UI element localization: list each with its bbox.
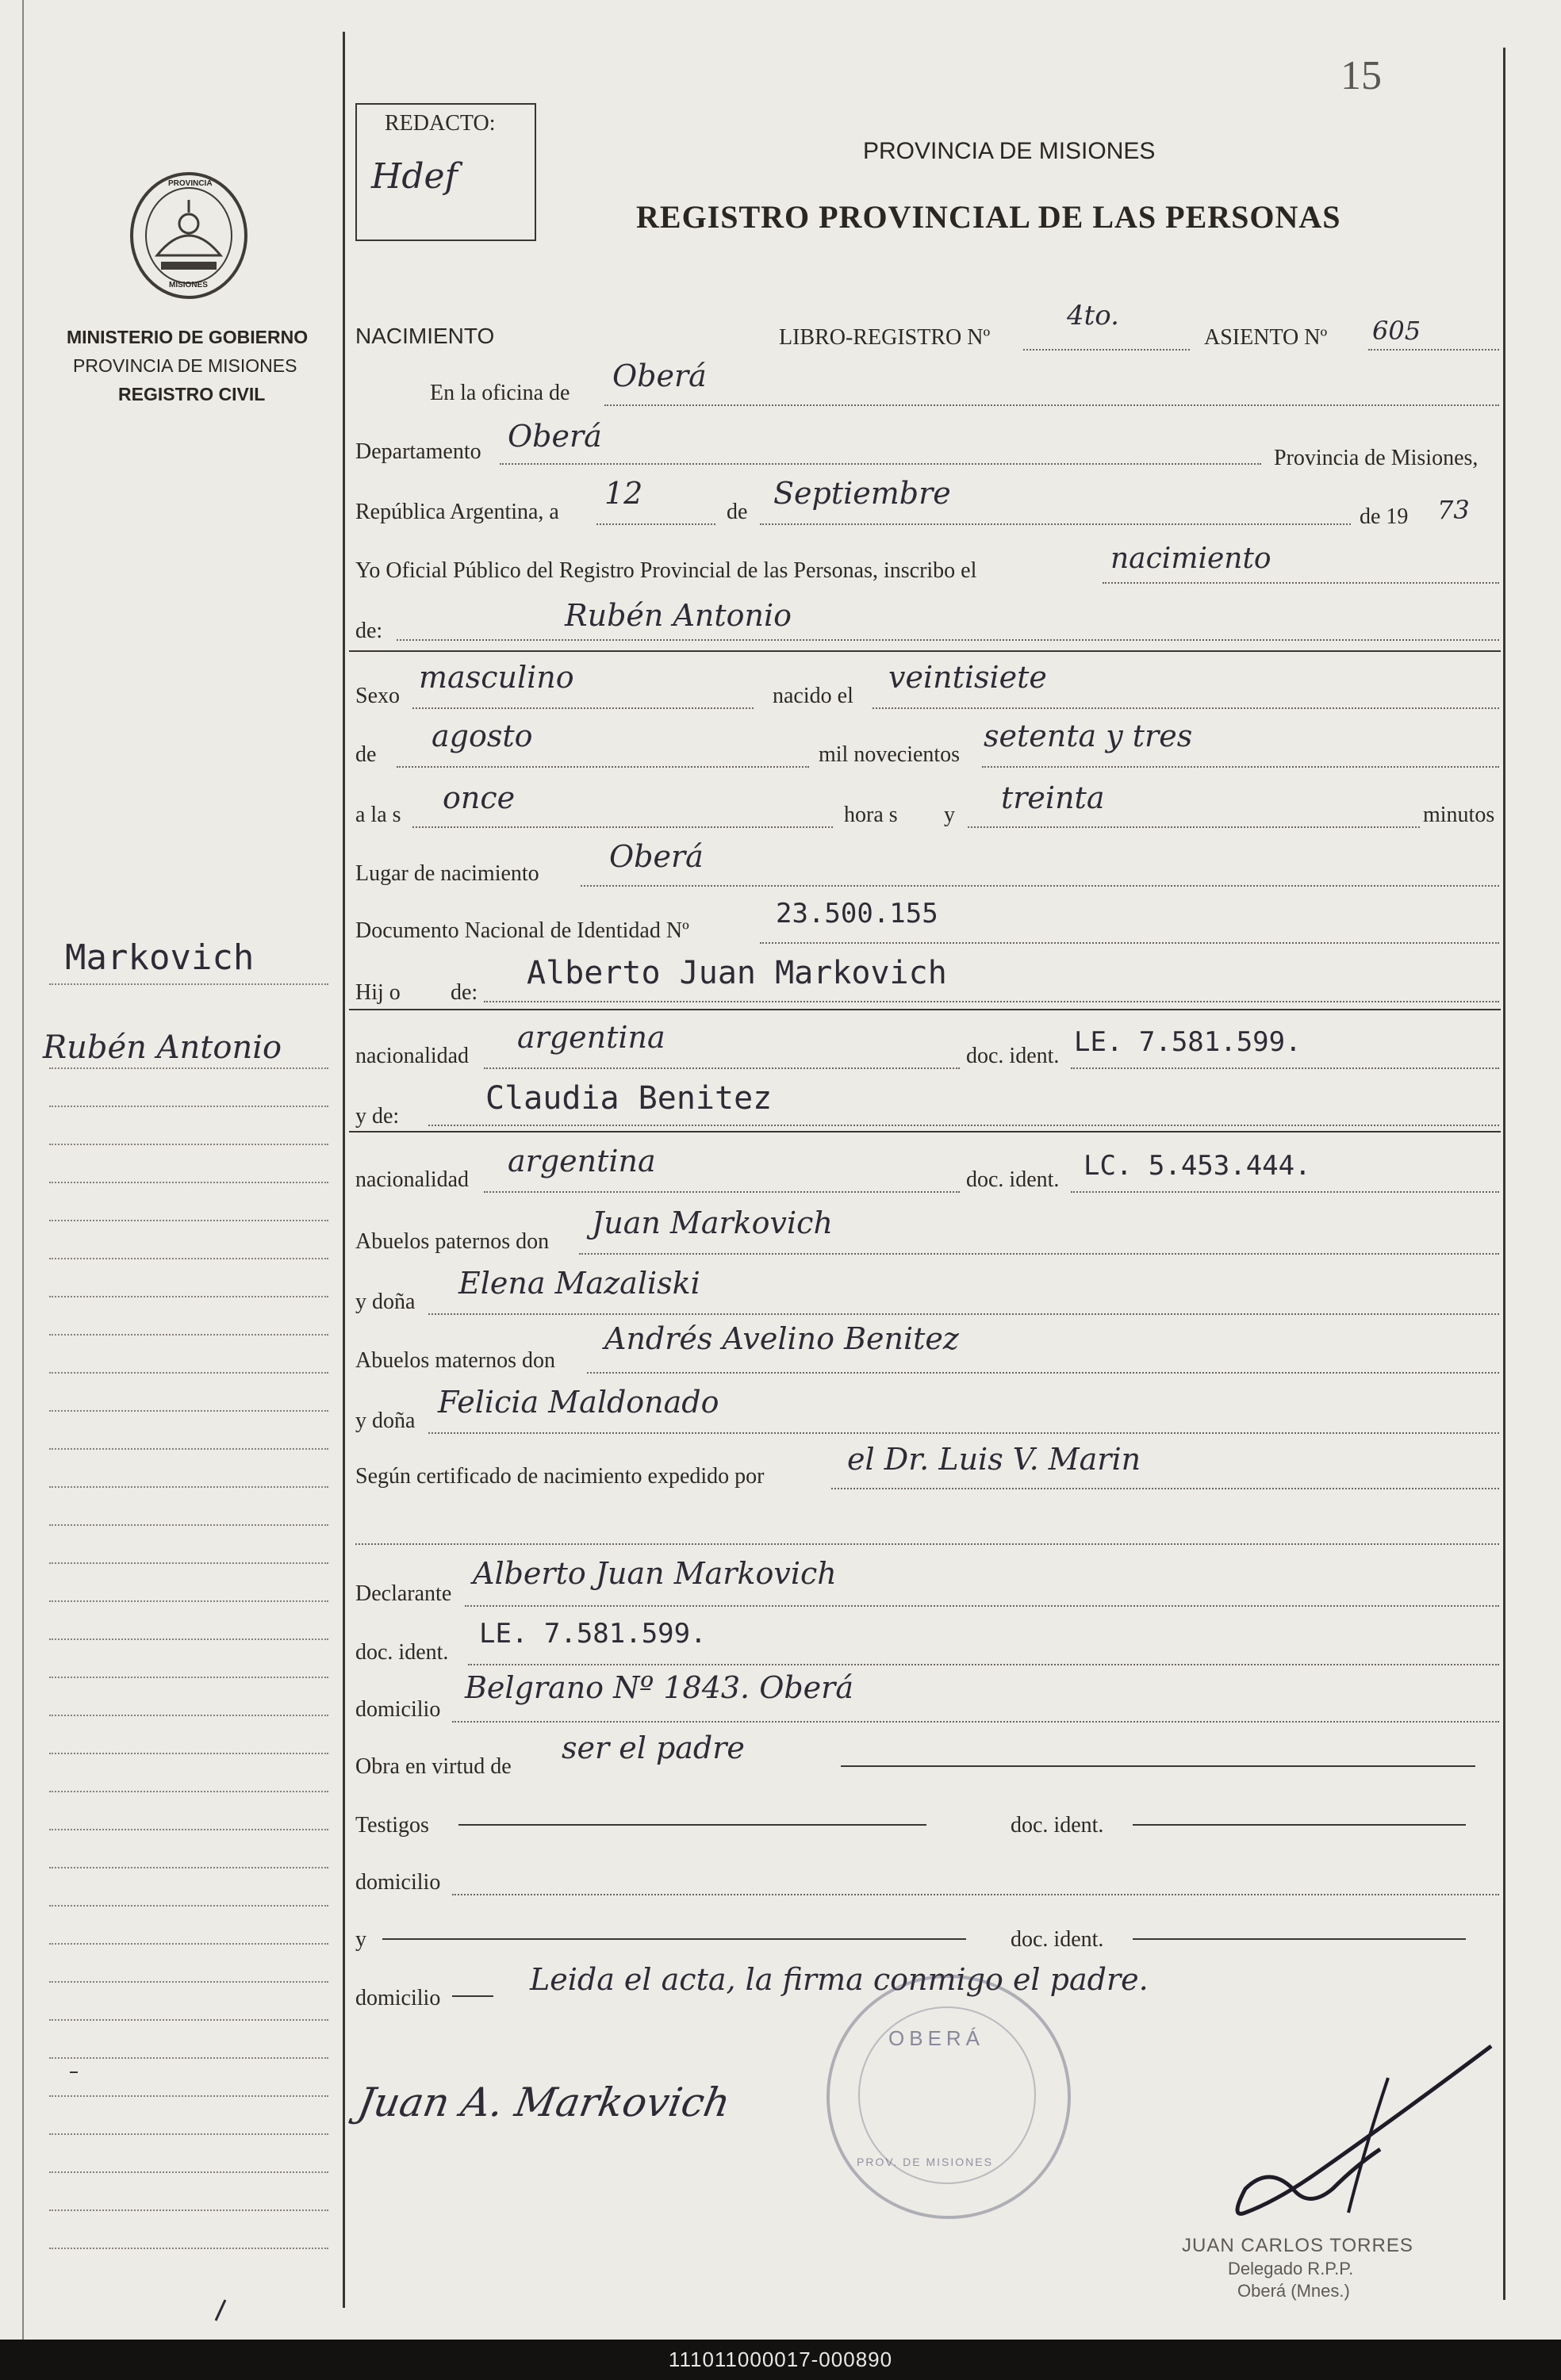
margin-line	[49, 1562, 328, 1564]
dni-value: 23.500.155	[776, 898, 938, 929]
doc5-label: doc. ident.	[1011, 1927, 1104, 1952]
margin-line	[49, 1791, 328, 1792]
section-rule	[349, 650, 1501, 652]
domicilio2-label: domicilio	[355, 1870, 441, 1895]
inscribo-text: Yo Oficial Público del Registro Provincial de las Personas, inscribo el	[355, 558, 977, 583]
abp-value: Juan Markovich	[592, 1205, 833, 1240]
ydona2-label: y doña	[355, 1408, 416, 1433]
doc2-value: LC. 5.453.444.	[1083, 1150, 1311, 1182]
margin-surname: Markovich	[65, 937, 255, 978]
pen-mark-icon	[213, 2298, 228, 2322]
official-name: JUAN CARLOS TORRES	[1182, 2235, 1413, 2256]
abp-line	[579, 1253, 1499, 1255]
libro-line	[1023, 349, 1190, 351]
margin-line	[49, 1106, 328, 1107]
minutos-value: treinta	[1001, 780, 1105, 815]
doc1-value: LE. 7.581.599.	[1074, 1026, 1302, 1058]
margin-given-names: Rubén Antonio	[43, 1029, 282, 1066]
declarante-value: Alberto Juan Markovich	[473, 1556, 837, 1591]
lugar-value: Oberá	[609, 839, 704, 874]
obra-value: ser el padre	[562, 1730, 745, 1765]
mil-label: mil novecientos	[819, 742, 961, 767]
abm-line	[587, 1372, 1499, 1374]
nac1-value: argentina	[517, 1020, 665, 1055]
obra-strike-line	[841, 1765, 1475, 1767]
mes-value: Septiembre	[773, 476, 951, 511]
margin-line	[49, 1144, 328, 1145]
minutos-label: minutos	[1423, 803, 1495, 827]
ydona2-value: Felicia Maldonado	[438, 1385, 719, 1420]
de-nombre-label: de:	[355, 619, 383, 643]
nombre-value: Rubén Antonio	[565, 598, 792, 633]
departamento-line	[500, 463, 1261, 465]
nac1-label: nacionalidad	[355, 1044, 470, 1068]
official-place: Oberá (Mnes.)	[1237, 2281, 1350, 2301]
cert-label: Según certificado de nacimiento expedido por	[355, 1464, 765, 1489]
padre-line	[484, 1001, 1499, 1002]
redacto-initials: Hdef	[371, 156, 458, 197]
cert-line	[831, 1488, 1499, 1489]
sexo-value: masculino	[419, 660, 574, 695]
declarante-line	[465, 1605, 1499, 1607]
official-title: Delegado R.P.P.	[1228, 2259, 1354, 2278]
hora-line	[412, 826, 833, 828]
nacido-value: veintisiete	[888, 660, 1047, 695]
asiento-value: 605	[1372, 316, 1421, 346]
binding-edge	[22, 0, 24, 2340]
redacto-label: REDACTO:	[385, 111, 496, 136]
hora-label: hora s	[844, 803, 898, 827]
page-number: 15	[1340, 53, 1382, 98]
margin-line	[49, 1600, 328, 1602]
republica-label: República Argentina, a	[355, 500, 559, 524]
mes-line	[760, 523, 1351, 525]
doc4-strike-line	[1133, 1824, 1466, 1826]
right-rule	[1503, 48, 1505, 2300]
doc5-strike-line	[1133, 1938, 1466, 1940]
margin-line	[49, 1296, 328, 1297]
departamento-value: Oberá	[508, 419, 602, 454]
asiento-label: ASIENTO Nº	[1204, 325, 1328, 350]
sexo-line	[412, 707, 754, 709]
dia-line	[596, 523, 715, 525]
abm-value: Andrés Avelino Benitez	[604, 1321, 959, 1356]
ministry-line-1: MINISTERIO DE GOBIERNO	[67, 327, 309, 347]
doc1-line	[1071, 1067, 1499, 1069]
domicilio1-line	[452, 1721, 1499, 1723]
signature-left: Juan A. Markovich	[354, 2079, 734, 2125]
margin-line	[49, 2171, 328, 2173]
asiento-line	[1368, 349, 1499, 351]
domicilio3-value: Leida el acta, la firma conmigo el padre.	[530, 1962, 1149, 1997]
margin-line	[49, 1258, 328, 1259]
section-rule	[349, 1009, 1501, 1010]
cert-value: el Dr. Luis V. Marin	[847, 1442, 1141, 1477]
ministry-line-2: PROVINCIA DE MISIONES	[73, 355, 297, 376]
margin-line	[49, 1067, 328, 1069]
section-rule	[349, 1131, 1501, 1133]
margin-line	[49, 1524, 328, 1526]
cert-line-2	[355, 1543, 1499, 1545]
doc3-value: LE. 7.581.599.	[479, 1618, 707, 1650]
nac2-value: argentina	[508, 1144, 656, 1179]
madre-line	[428, 1125, 1499, 1126]
hora-value: once	[443, 780, 516, 815]
domicilio1-label: domicilio	[355, 1697, 441, 1722]
margin-line	[49, 2133, 328, 2135]
y2-label: y	[355, 1927, 366, 1952]
margin-line	[49, 2248, 328, 2249]
domicilio1-value: Belgrano Nº 1843. Oberá	[465, 1670, 853, 1705]
margin-line	[49, 1448, 328, 1450]
ministry-line-3: REGISTRO CIVIL	[118, 384, 266, 404]
minutos-line	[968, 826, 1420, 828]
declarante-label: Declarante	[355, 1581, 452, 1606]
dia-value: 12	[604, 476, 643, 511]
nac2-label: nacionalidad	[355, 1167, 470, 1192]
doc3-line	[468, 1664, 1499, 1665]
provincia-suffix: Provincia de Misiones,	[1274, 446, 1479, 470]
margin-line	[49, 1715, 328, 1716]
oficina-value: Oberá	[612, 358, 707, 393]
doc2-line	[1071, 1191, 1499, 1193]
de-mes-label: de	[355, 742, 377, 767]
doc3-label: doc. ident.	[355, 1640, 449, 1665]
hijo-label: Hij o	[355, 980, 401, 1005]
margin-line	[49, 2095, 328, 2097]
mes-nac-line	[397, 766, 809, 768]
anio-value: 73	[1437, 495, 1470, 525]
testigos-strike-line	[458, 1824, 926, 1826]
margin-line	[49, 1677, 328, 1678]
margin-line	[49, 1829, 328, 1830]
obra-label: Obra en virtud de	[355, 1754, 512, 1779]
hijo-suffix: de:	[451, 980, 478, 1005]
abp-label: Abuelos paternos don	[355, 1229, 550, 1254]
libro-value: 4to.	[1067, 300, 1119, 332]
record-type: NACIMIENTO	[355, 324, 495, 348]
ydona1-value: Elena Mazaliski	[458, 1266, 700, 1301]
archive-id: 111011000017-000890	[0, 2340, 1561, 2380]
lugar-line	[581, 885, 1499, 887]
margin-line	[49, 1486, 328, 1488]
ydona1-line	[428, 1313, 1499, 1315]
margin-line	[49, 2019, 328, 2021]
margin-line	[49, 1981, 328, 1983]
ydona2-line	[428, 1432, 1499, 1434]
domicilio2-line	[452, 1894, 1499, 1895]
header-province: PROVINCIA DE MISIONES	[863, 138, 1156, 164]
margin-line	[49, 1220, 328, 1221]
domicilio3-label: domicilio	[355, 1986, 441, 2010]
margin-rule	[343, 32, 345, 2308]
margin-line	[49, 1943, 328, 1945]
margin-line	[49, 2209, 328, 2211]
margin-line	[49, 1867, 328, 1868]
nacido-label: nacido el	[773, 684, 853, 708]
oficina-line	[604, 404, 1499, 406]
ala-label: a la s	[355, 803, 401, 827]
stamp-top-text: OBERÁ	[888, 2026, 985, 2050]
departamento-label: Departamento	[355, 439, 481, 464]
margin-dash	[70, 2071, 78, 2073]
margin-line	[49, 1638, 328, 1640]
margin-line	[49, 1905, 328, 1907]
y2-strike-line	[382, 1938, 966, 1940]
seal-bottom-text: MISIONES	[169, 281, 208, 289]
sexo-label: Sexo	[355, 684, 400, 708]
nacido-line	[873, 707, 1499, 709]
domicilio3-dash	[452, 1995, 493, 1997]
inscribo-line	[1103, 582, 1499, 584]
doc2-label: doc. ident.	[966, 1167, 1060, 1192]
official-signature-icon	[1198, 2030, 1499, 2236]
margin-line	[49, 2057, 328, 2059]
de-label: de	[727, 500, 748, 524]
mil-value: setenta y tres	[984, 719, 1193, 753]
nac2-line	[484, 1191, 960, 1193]
dni-line	[760, 942, 1499, 944]
yde-label: y de:	[355, 1104, 400, 1129]
nac1-line	[484, 1067, 960, 1069]
abm-label: Abuelos maternos don	[355, 1348, 555, 1373]
ydona1-label: y doña	[355, 1290, 416, 1314]
mes-nac-value: agosto	[431, 719, 533, 753]
inscribo-value: nacimiento	[1110, 542, 1271, 575]
madre-value: Claudia Benitez	[485, 1080, 773, 1117]
margin-line	[49, 1753, 328, 1754]
libro-label: LIBRO-REGISTRO Nº	[779, 325, 991, 350]
y-label: y	[944, 803, 955, 827]
mil-line	[982, 766, 1499, 768]
margin-line	[49, 1410, 328, 1412]
dni-label: Documento Nacional de Identidad Nº	[355, 918, 689, 943]
margin-line	[49, 983, 328, 985]
anio-label: de 19	[1360, 504, 1409, 529]
stamp-bottom-text: PROV. DE MISIONES	[857, 2156, 993, 2168]
nombre-line	[397, 639, 1499, 641]
margin-line	[49, 1372, 328, 1374]
header-registry: REGISTRO PROVINCIAL DE LAS PERSONAS	[636, 199, 1341, 235]
margin-line	[49, 1182, 328, 1183]
padre-value: Alberto Juan Markovich	[527, 955, 947, 991]
seal-top-text: PROVINCIA	[168, 179, 213, 188]
oficina-label: En la oficina de	[430, 381, 570, 405]
testigos-label: Testigos	[355, 1813, 429, 1838]
lugar-label: Lugar de nacimiento	[355, 861, 539, 886]
redacto-box	[355, 103, 536, 241]
doc4-label: doc. ident.	[1011, 1813, 1104, 1838]
margin-line	[49, 1334, 328, 1336]
doc1-label: doc. ident.	[966, 1044, 1060, 1068]
